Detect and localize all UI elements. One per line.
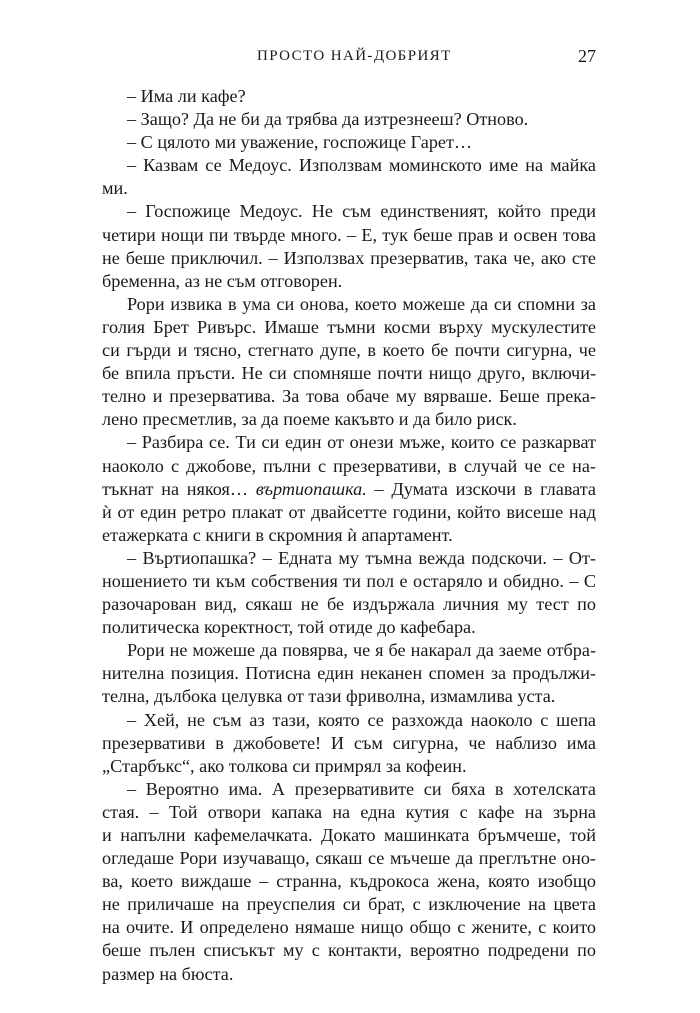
line-text: телно и презерватива. За това обаче му вярваше. Беше прека- <box>102 386 596 407</box>
text-line <box>102 547 596 570</box>
text-line <box>102 431 596 454</box>
line-text: голия Брет Ривърс. Имаше тъмни косми върху мускулестите <box>102 316 596 337</box>
text-line <box>102 732 596 755</box>
line-text: бе впила пръсти. Не си спомняше почти нищо друго, включи- <box>102 363 596 384</box>
line-text: ѝ от един ретро плакат от двайсетте години, който висеше над <box>102 501 596 522</box>
text-line <box>102 685 596 708</box>
line-text: телна, дълбока целувка от тази фриволна, измамлива уста. <box>102 686 556 707</box>
line-text: – Защо? Да не би да трябва да изтрезнееш? Отново. <box>127 109 529 130</box>
text-line <box>102 224 596 247</box>
line-text: етажерката с книги в скромния ѝ апартамент. <box>102 524 453 545</box>
line-text: размер на бюста. <box>102 963 234 984</box>
line-text: – С цялото ми уважение, госпожице Гарет… <box>127 132 473 153</box>
text-line <box>102 455 596 478</box>
text-line <box>102 639 596 662</box>
line-text: и напълни кафемелачката. Докато машинката бръмчеше, той <box>102 825 596 845</box>
line-text: тъкнат на някоя… <box>102 478 256 499</box>
line-text: на очите. И определено нямаше нищо общо с жените, с които <box>102 917 596 938</box>
line-text: нителна позиция. Потисна един неканен спомен за продължи- <box>102 663 596 684</box>
text-line <box>102 200 596 223</box>
text-line <box>102 916 596 939</box>
running-title: ПРОСТО НАЙ-ДОБРИЯТ <box>257 48 452 64</box>
text-line <box>102 339 596 362</box>
text-line <box>102 709 596 732</box>
italic-word: въртиопашка. <box>255 478 367 499</box>
text-line <box>102 177 596 200</box>
line-text: – Вероятно има. А презервативите си бяха в хотелската <box>127 778 596 799</box>
line-text: – Казвам се Медоус. Използвам моминското име на майка <box>127 155 596 176</box>
line-text: четири нощи пи твърде много. – Е, тук беше прав и освен това <box>102 224 596 245</box>
line-text: лено пресметлив, за да поеме какъвто и да било риск. <box>102 409 517 430</box>
line-text: Рори извика в ума си онова, което можеше да си спомни за <box>127 293 596 314</box>
text-line <box>102 478 596 501</box>
text-line <box>102 755 596 778</box>
body-text <box>102 85 596 986</box>
text-line <box>102 963 596 986</box>
line-text-continued: – Думата изскочи в главата <box>366 478 597 499</box>
line-text: ми. <box>102 178 128 199</box>
text-line <box>102 824 596 847</box>
line-text: презервативи в джобовете! И съм сигурна, че наблизо има <box>102 732 596 753</box>
line-text: „Старбъкс“, ако толкова си примрял за кофеин. <box>102 755 467 776</box>
line-text: ношението ти към собствения ти пол е остаряло и обидно. – С <box>102 570 596 591</box>
text-line <box>102 524 596 547</box>
text-line <box>102 85 596 108</box>
line-text: бременна, аз не съм отговорен. <box>102 270 343 291</box>
line-text: наоколо с джобове, пълни с презервативи, в случай че се на- <box>102 455 596 476</box>
text-line <box>102 847 596 870</box>
line-text: разочарован вид, сякаш не бе издържала личния му тест по <box>102 594 596 615</box>
line-text: стая. – Той отвори капака на една кутия с кафе на зърна <box>102 801 596 822</box>
text-line <box>102 131 596 154</box>
text-line <box>102 270 596 293</box>
text-line <box>102 362 596 385</box>
line-text: – Има ли кафе? <box>127 86 246 106</box>
text-line <box>102 893 596 916</box>
text-line <box>102 570 596 593</box>
text-line <box>102 316 596 339</box>
line-text: не приличаше на преуспелия си брат, с изключение на цвета <box>102 894 596 915</box>
line-text: си гърди и тясно, стегнато дупе, в което бе почти сигурна, че <box>102 340 596 361</box>
line-text: политическа коректност, той отиде до кафебара. <box>102 617 476 638</box>
line-text: беше пълен списъкът му с контакти, вероятно подредени по <box>102 940 596 961</box>
text-line <box>102 939 596 962</box>
text-line <box>102 108 596 131</box>
text-line <box>102 501 596 524</box>
text-line <box>102 870 596 893</box>
line-text: – Разбира се. Ти си един от онези мъже, които се разкарват <box>127 432 596 453</box>
text-line <box>102 801 596 824</box>
text-line <box>102 662 596 685</box>
line-text: не беше приключил. – Използвах презерватив, така че, ако сте <box>102 247 596 268</box>
text-line <box>102 293 596 316</box>
text-line <box>102 593 596 616</box>
line-text: Рори не можеше да повярва, че я бе накарал да заеме отбра- <box>127 640 596 661</box>
text-line <box>102 247 596 270</box>
text-line <box>102 385 596 408</box>
page-number: 27 <box>578 46 596 66</box>
text-line <box>102 154 596 177</box>
text-line <box>102 778 596 801</box>
line-text: огледаше Рори изучаващо, сякаш се мъчеше да преглътне оно- <box>102 848 596 869</box>
line-text: – Госпожице Медоус. Не съм единственият, който преди <box>127 201 596 222</box>
line-text: – Хей, не съм аз тази, която се разхожда наоколо с шепа <box>127 709 596 730</box>
line-text: – Въртиопашка? – Едната му тъмна вежда подскочи. – От- <box>127 547 596 568</box>
text-line <box>102 408 596 431</box>
text-line <box>102 616 596 639</box>
line-text: ва, което виждаше – странна, къдрокоса жена, която изобщо <box>102 871 596 892</box>
